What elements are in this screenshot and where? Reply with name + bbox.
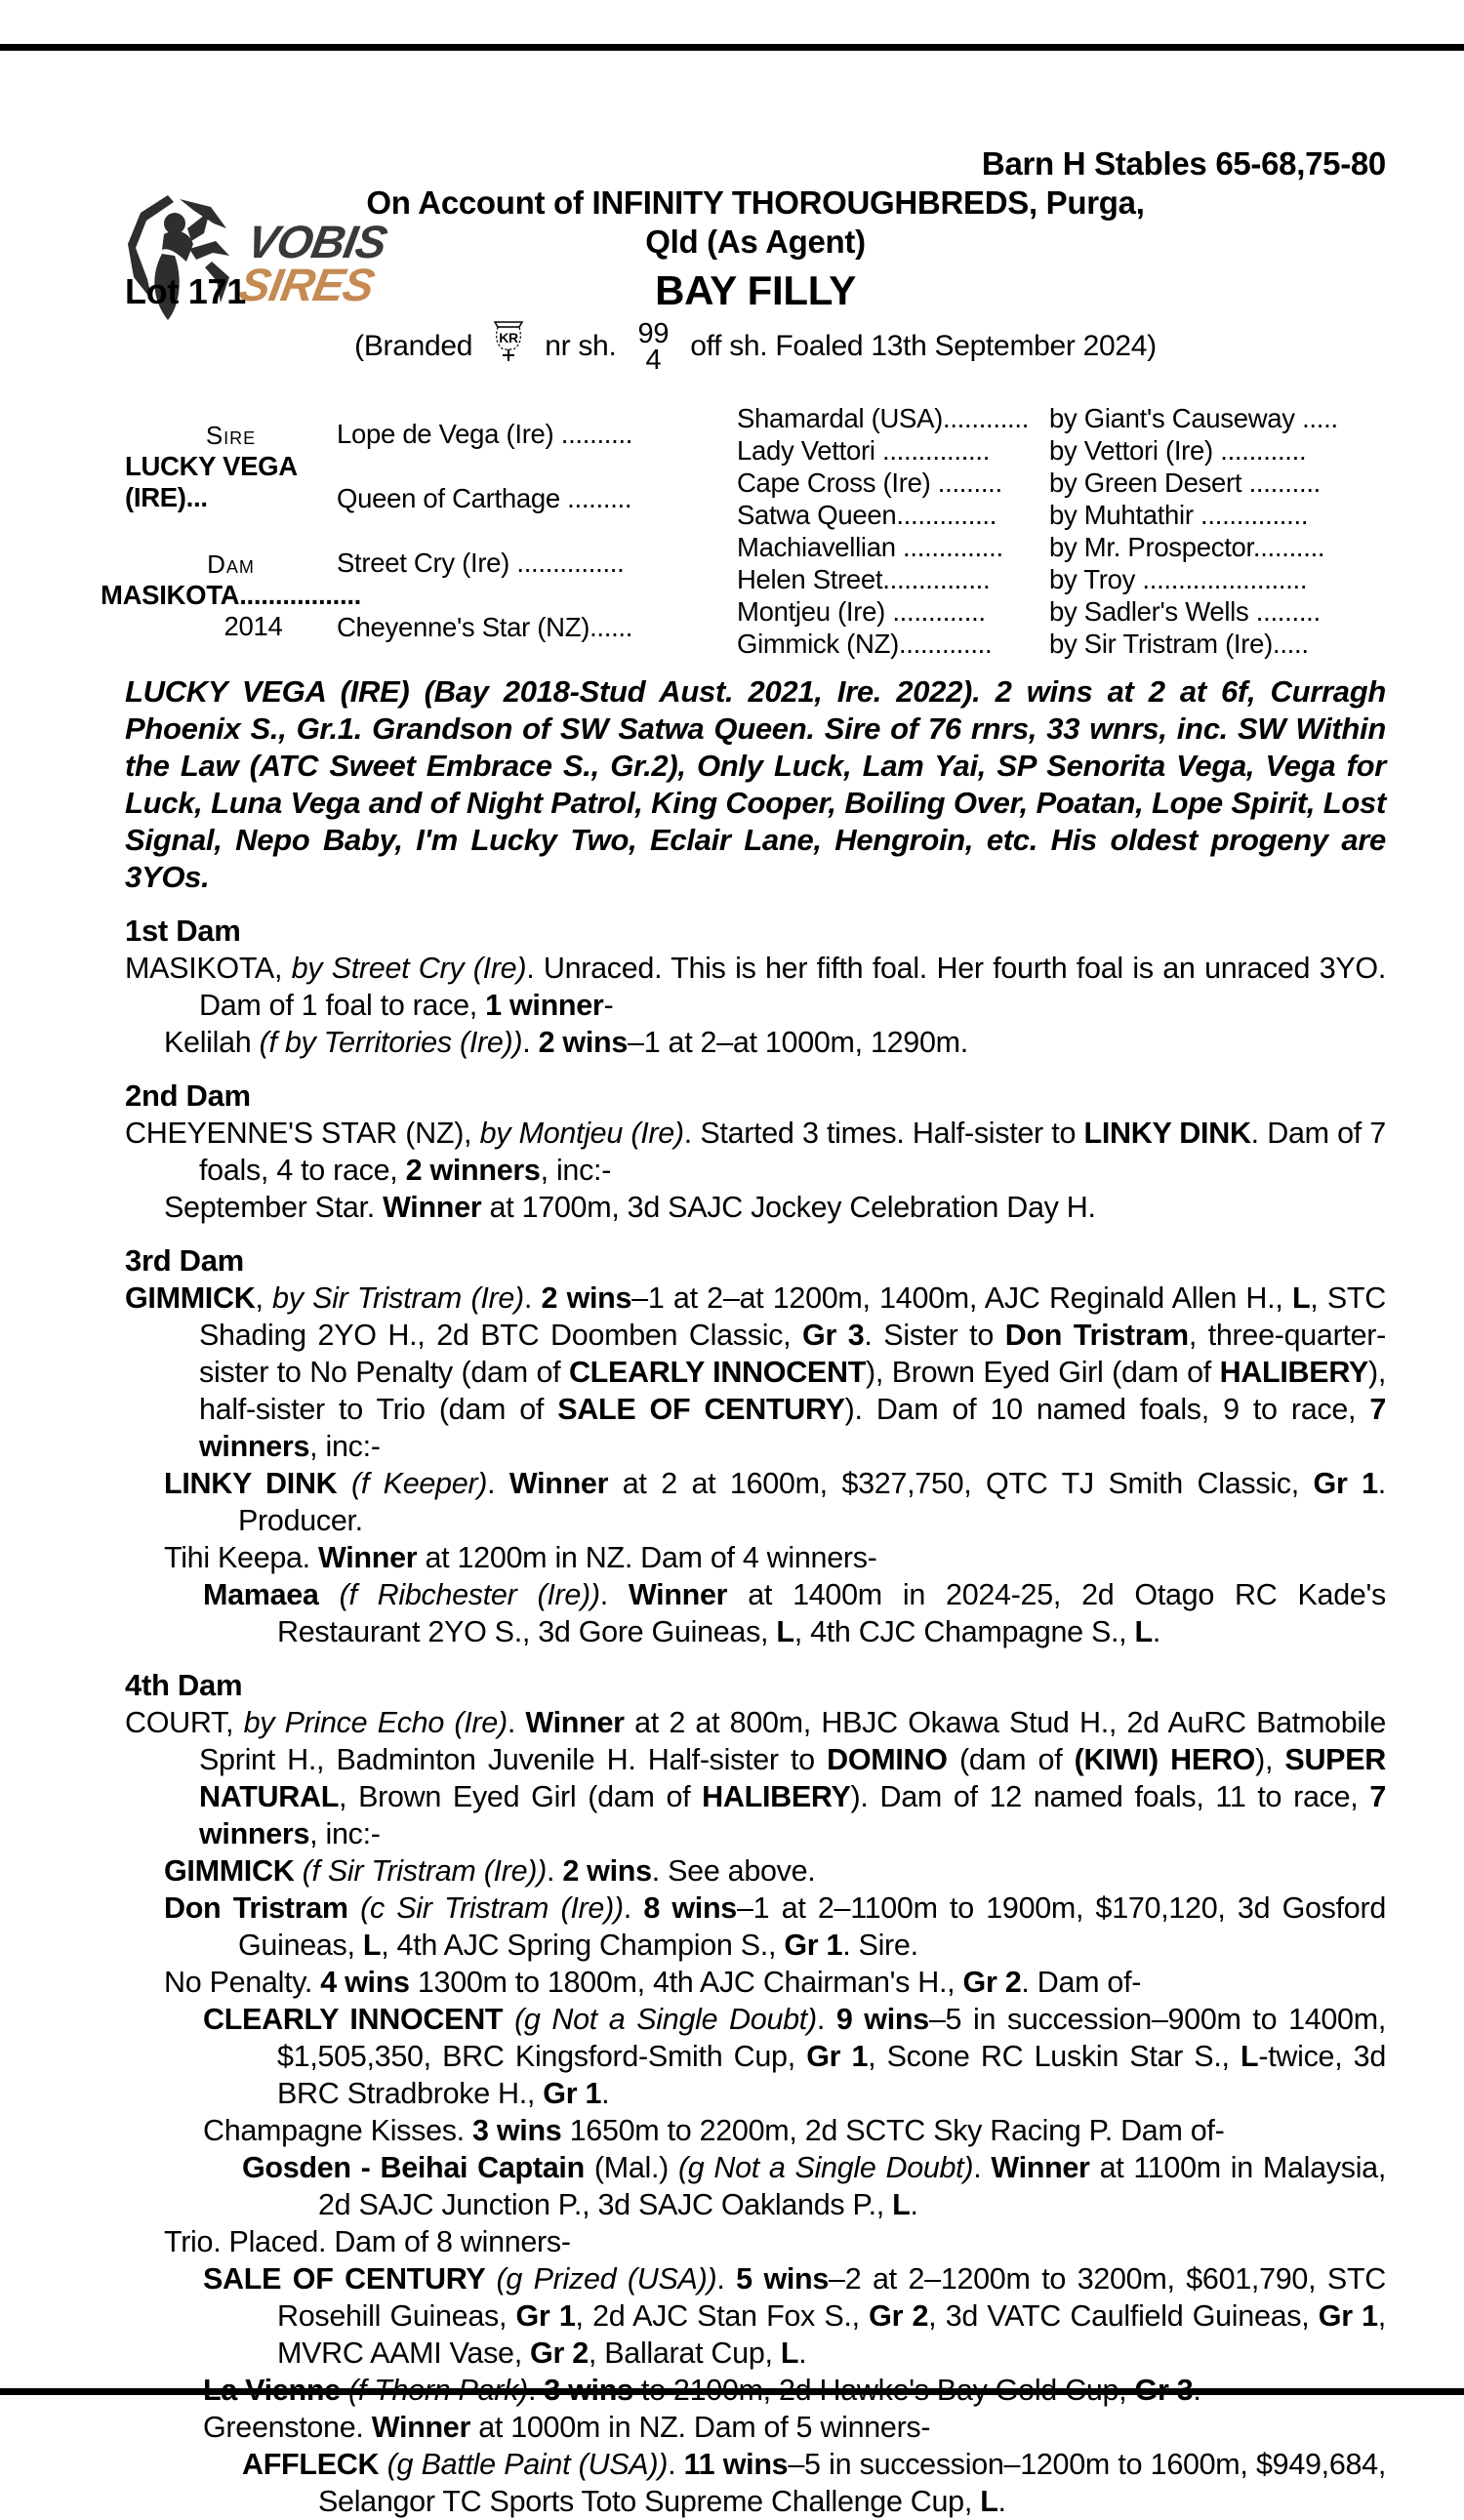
branded-suffix: off sh. Foaled 13th September 2024) — [690, 329, 1157, 362]
gen3-by-cell: by Green Desert .......... — [1049, 467, 1321, 498]
dam-section — [125, 1077, 1386, 1226]
gen3-name-cell: Satwa Queen.............. — [737, 499, 997, 530]
gen3-name-cell: Gimmick (NZ)............. — [737, 628, 993, 659]
svg-text:KR: KR — [499, 330, 519, 345]
gen3-name-cell: Helen Street............... — [737, 563, 991, 594]
pedigree-paragraph: GIMMICK, by Sir Tristram (Ire). 2 wins–1 at 2–at 1200m, 1400m, AJC Reginald Allen H., L, STC Shading 2YO H., 2d BTC Doomben Classic, Gr 3. Sister to Don Tristram, three-quarter-sister to No Penalty (dam of CLEARLY INNOCENT), Brown Eyed Girl (dam of HALIBERY), half-sister to Trio (dam of SALE OF CENTURY). Dam of 10 named foals, 9 to race, 7 winners, inc:- — [125, 1281, 1386, 1463]
gen3-name-cell: Lady Vettori ............... — [737, 434, 991, 466]
logo-word-vobis: VOBIS — [243, 215, 390, 267]
pedigree-paragraph: COURT, by Prince Echo (Ire). Winner at 2 at 800m, HBJC Okawa Stud H., 2d AuRC Batmobile Sprint H., Badminton Juvenile H. Half-sister to DOMINO (dam of (KIWI) HERO), SUPER NATURAL, Brown Eyed Girl (dam of HALIBERY). Dam of 12 named foals, 11 to race, 7 winners, inc:- — [125, 1706, 1387, 1850]
gen3-name-cell: Cape Cross (Ire) ......... — [737, 467, 1002, 498]
brand-age-stack — [637, 318, 670, 376]
pedigree-paragraph: Kelilah (f by Territories (Ire)). 2 wins–1 at 2–at 1000m, 1290m. — [164, 1026, 968, 1059]
gen2-cell: Queen of Carthage ......... — [337, 483, 632, 513]
pedigree-paragraph: AFFLECK (g Battle Paint (USA)). 11 wins–5 in succession–1200m to 1600m, $949,684, Selangor TC Sports Toto Supreme Challenge Cup, L. — [242, 2448, 1386, 2518]
account-line: On Account of INFINITY THOROUGHBREDS, Purga, — [366, 184, 1145, 221]
gen2-cell: Lope de Vega (Ire) .......... — [337, 419, 633, 449]
lot-row — [125, 258, 1386, 316]
section-heading: 2nd Dam — [125, 1078, 251, 1113]
dam-block — [101, 531, 362, 660]
header — [0, 144, 1464, 377]
pedigree-paragraph: SALE OF CENTURY (g Prized (USA)). 5 wins–2 at 2–1200m to 3200m, $601,790, STC Rosehill Guineas, Gr 1, 2d AJC Stan Fox S., Gr 2, 3d VATC Caulfield Guineas, Gr 1, MVRC AAMI Vase, Gr 2, Ballarat Cup, L. — [203, 2262, 1386, 2370]
barn-line: Barn H Stables 65-68,75-80 — [981, 145, 1386, 182]
gen3-by-cell: by Troy ....................... — [1049, 563, 1308, 594]
pedigree-paragraph: Mamaea (f Ribchester (Ire)). Winner at 1400m in 2024-25, 2d Otago RC Kade's Restaurant 2YO S., 3d Gore Guineas, L, 4th CJC Champagne S., L. — [203, 1578, 1386, 1648]
gen3-by-cell: by Sadler's Wells ......... — [1049, 595, 1321, 627]
section-paragraphs — [125, 1115, 1386, 1226]
dam-name: MASIKOTA................. — [101, 579, 362, 610]
pedigree-paragraph: Don Tristram (c Sir Tristram (Ire)). 8 wins–1 at 2–1100m to 1900m, $170,120, 3d Gosford Guineas, L, 4th AJC Spring Champion S., Gr 1. Sire. — [164, 1891, 1386, 1962]
gen3-name-cell: Machiavellian .............. — [737, 531, 1003, 562]
account-line-2: Qld (As Agent) — [645, 224, 866, 260]
gen3-by-cell: by Sir Tristram (Ire)..... — [1049, 628, 1309, 659]
pedigree-paragraph: MASIKOTA, by Street Cry (Ire). Unraced. This is her fifth foal. Her fourth foal is an unraced 3YO. Dam of 1 foal to race, 1 winner- — [125, 952, 1386, 1022]
pedigree-paragraph: No Penalty. 4 wins 1300m to 1800m, 4th AJC Chairman's H., Gr 2. Dam of- — [164, 1966, 1142, 1999]
pedigree-paragraph: CLEARLY INNOCENT (g Not a Single Doubt). 9 wins–5 in succession–900m to 1400m, $1,505,350, BRC Kingsford-Smith Cup, Gr 1, Scone RC Luskin Star S., L-twice, 3d BRC Stradbroke H., Gr 1. — [203, 2003, 1387, 2110]
horse-title: BAY FILLY — [655, 267, 856, 313]
pedigree-paragraph: Champagne Kisses. 3 wins 1650m to 2200m, 2d SCTC Sky Racing P. Dam of- — [203, 2114, 1225, 2147]
page-content — [0, 59, 1464, 2520]
dam-year: 2014 — [224, 610, 283, 641]
section-heading: 4th Dam — [125, 1668, 243, 1702]
gen3-by-cell: by Giant's Causeway ..... — [1049, 402, 1338, 433]
top-rule — [0, 44, 1464, 51]
gen3-name-cell: Montjeu (Ire) ............. — [737, 595, 986, 627]
pedigree-paragraph: Gosden - Beihai Captain (Mal.) (g Not a Single Doubt). Winner at 1100m in Malaysia, 2d SAJC Junction P., 3d SAJC Oaklands P., L. — [242, 2151, 1387, 2221]
section-paragraphs — [125, 1704, 1386, 2520]
branded-nr-label: nr sh. — [545, 329, 617, 362]
gen2-cell: Cheyenne's Star (NZ)...... — [337, 612, 633, 642]
brand-age-top: 99 — [637, 318, 670, 349]
section-paragraphs — [125, 1280, 1386, 1650]
gen3-by-cell: by Muhtathir ............... — [1049, 499, 1309, 530]
dam-section — [125, 1242, 1386, 1650]
gen3-name-cell: Shamardal (USA)............ — [737, 402, 1030, 433]
dam-label: Dam — [207, 549, 255, 579]
section-heading: 1st Dam — [125, 914, 241, 948]
pedigree-paragraph: September Star. Winner at 1700m, 3d SAJC Jockey Celebration Day H. — [164, 1191, 1096, 1224]
gen3-by-cell: by Vettori (Ire) ............ — [1049, 434, 1307, 466]
sire-label: Sire — [205, 420, 257, 450]
lot-number: Lot 171 — [125, 271, 246, 311]
sire-block — [125, 402, 337, 531]
brand-mark-icon — [490, 330, 535, 370]
section-heading: 3rd Dam — [125, 1243, 244, 1278]
dam-section — [125, 913, 1386, 1061]
pedigree-paragraph: LINKY DINK (f Keeper). Winner at 2 at 1600m, $327,750, QTC TJ Smith Classic, Gr 1. Producer. — [164, 1467, 1386, 1537]
sire-name: LUCKY VEGA (IRE)... — [125, 450, 297, 512]
gen3-by-cell: by Mr. Prospector.......... — [1049, 531, 1325, 562]
sire-blurb: LUCKY VEGA (IRE) (Bay 2018-Stud Aust. 2021, Ire. 2022). 2 wins at 2 at 6f, Curragh Phoenix S., Gr.1. Grandson of SW Satwa Queen. Sire of 76 rnrs, 33 wnrs, inc. SW Within the Law (ATC Sweet Embrace S., Gr.2), Only Luck, Lam Yai, SP Senorita Vega, Vega for Luck, Luna Vega and of Night Patrol, King Cooper, Boiling Over, Poatan, Lope Spirit, Lost Signal, Nepo Baby, I'm Lucky Two, Eclair Lane, Hengroin, etc. His oldest progeny are 3YOs. — [125, 674, 1386, 894]
dam-sections — [125, 913, 1386, 2520]
pedigree-paragraph: CHEYENNE'S STAR (NZ), by Montjeu (Ire). Started 3 times. Half-sister to LINKY DINK. Dam of 7 foals, 4 to race, 2 winners, inc:- — [125, 1117, 1386, 1187]
pedigree-paragraph: Tihi Keepa. Winner at 1200m in NZ. Dam of 4 winners- — [164, 1541, 877, 1574]
pedigree-paragraph: Trio. Placed. Dam of 8 winners- — [164, 2225, 571, 2258]
gen2-cell: Street Cry (Ire) ............... — [337, 548, 625, 578]
section-paragraphs — [125, 950, 1386, 1061]
branded-prefix: (Branded — [354, 329, 473, 362]
pedigree-paragraph: GIMMICK (f Sir Tristram (Ire)). 2 wins. See above. — [164, 1854, 816, 1888]
pedigree-table — [101, 402, 1386, 660]
pedigree-paragraph: Greenstone. Winner at 1000m in NZ. Dam of 5 winners- — [203, 2411, 931, 2444]
bottom-rule — [0, 2388, 1464, 2395]
brand-age-bottom: 4 — [645, 345, 662, 376]
logo-word-sires: SIRES — [235, 258, 378, 310]
